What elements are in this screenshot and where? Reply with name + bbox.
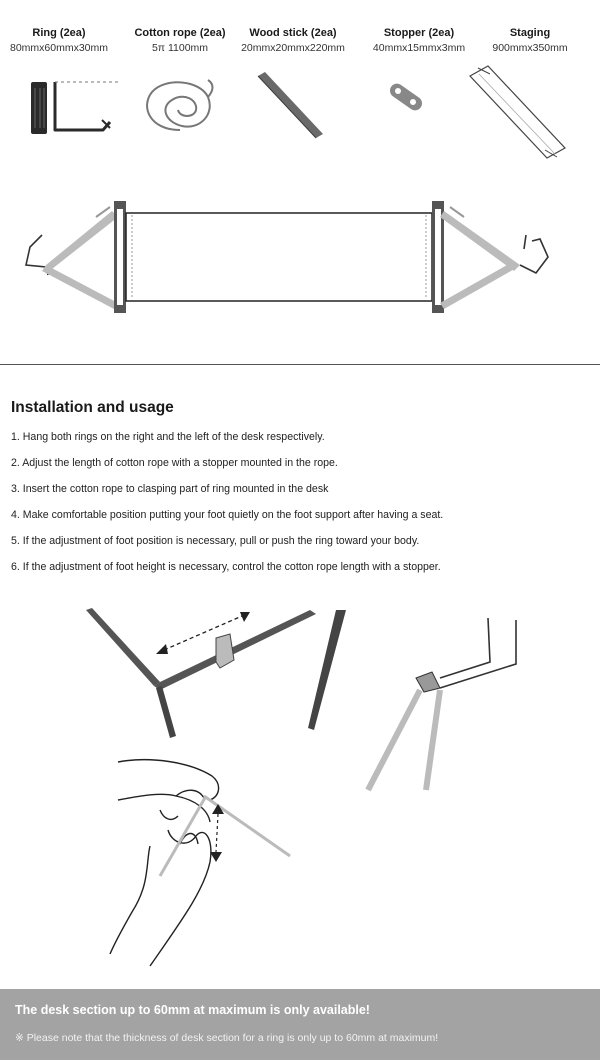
step-item: 2. Adjust the length of cotton rope with a stopper mounted in the rope. bbox=[11, 457, 338, 469]
stopper-icon bbox=[387, 81, 425, 113]
step-item: 6. If the adjustment of foot height is necessary, control the cotton rope length with a stopper. bbox=[11, 561, 441, 573]
part-cotton-rope bbox=[126, 26, 234, 56]
part-ring bbox=[4, 26, 114, 56]
part-staging bbox=[484, 26, 576, 56]
footer-note: ※ Please note that the thickness of desk section for a ring is only up to 60mm at maximum! bbox=[15, 1032, 439, 1044]
desk-corner-illustration bbox=[86, 608, 316, 738]
part-dimensions: 20mmx20mmx220mm bbox=[241, 42, 345, 54]
part-dimensions: 5π 1100mm bbox=[151, 42, 209, 54]
wood-stick-icon bbox=[258, 72, 323, 138]
installation-steps bbox=[11, 430, 596, 586]
hands-adjusting-illustration bbox=[110, 760, 290, 966]
footer-notice bbox=[0, 989, 600, 1060]
parts-illustrations bbox=[0, 62, 600, 172]
section-divider bbox=[0, 364, 600, 365]
part-stopper bbox=[362, 26, 476, 56]
assembled-illustration bbox=[0, 195, 600, 320]
part-name: Stopper (2ea) bbox=[383, 27, 455, 39]
installation-title: Installation and usage bbox=[11, 399, 174, 416]
usage-illustrations bbox=[0, 600, 600, 980]
ring-icon bbox=[31, 82, 118, 134]
part-name: Cotton rope (2ea) bbox=[134, 27, 226, 39]
step-item: 1. Hang both rings on the right and the left of the desk respectively. bbox=[11, 431, 325, 443]
part-dimensions: 80mmx60mmx30mm bbox=[9, 42, 109, 54]
rope-coil-icon bbox=[147, 80, 212, 130]
ring-rope-illustration bbox=[368, 618, 516, 790]
part-name: Staging bbox=[509, 27, 551, 39]
part-name: Ring (2ea) bbox=[32, 27, 86, 39]
step-item: 3. Insert the cotton rope to clasping part of ring mounted in the desk bbox=[11, 483, 329, 495]
step-item: 4. Make comfortable position putting your foot quietly on the foot support after having a seat. bbox=[11, 509, 444, 521]
part-name: Wood stick (2ea) bbox=[249, 27, 337, 39]
staging-icon bbox=[470, 66, 565, 158]
part-wood-stick bbox=[230, 26, 356, 56]
stick-illustration bbox=[308, 610, 346, 730]
step-item: 5. If the adjustment of foot position is necessary, pull or push the ring toward your body. bbox=[11, 535, 420, 547]
part-dimensions: 40mmx15mmx3mm bbox=[372, 42, 466, 54]
footer-title: The desk section up to 60mm at maximum is only available! bbox=[15, 1003, 370, 1017]
part-dimensions: 900mmx350mm bbox=[492, 42, 568, 54]
